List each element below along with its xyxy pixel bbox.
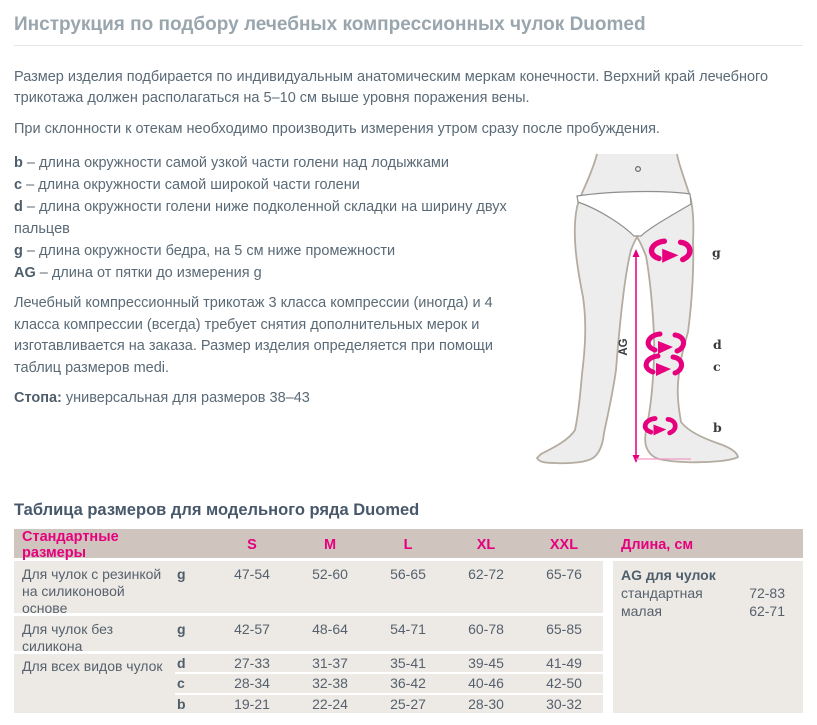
page-title: Инструкция по подбору лечебных компрессионных чулок Duomed (14, 14, 646, 35)
table-column-gap (603, 561, 613, 713)
header-size-m: M (323, 537, 337, 553)
row-letter: c (177, 675, 185, 692)
table-header-row (14, 529, 803, 561)
size-value-cell: 30-32 (546, 695, 582, 712)
measurement-text: – длина окружности самой широкой части голени (26, 177, 360, 193)
measurement-text: – длина окружности бедра, на 5 см ниже промежности (26, 243, 396, 259)
measurement-item-ag (14, 262, 519, 284)
row-letter: g (177, 621, 186, 637)
measurement-item-c (14, 174, 519, 196)
row-label: Для чулок с резинкой на силиконовой основе (22, 566, 162, 616)
size-value-cell: 39-45 (468, 655, 504, 672)
length-entry-value: 62-71 (749, 603, 785, 619)
size-value-cell: 19-21 (234, 695, 270, 712)
measurement-key: c (14, 177, 23, 193)
header-size-l: L (403, 537, 413, 553)
table-row (14, 561, 603, 616)
intro-paragraph-2: При склонности к отекам необходимо производить измерения утром сразу после пробуждения. (14, 121, 660, 137)
measurement-list (14, 152, 519, 284)
measurement-item-d (14, 196, 519, 240)
size-value-cell: 35-41 (390, 655, 426, 672)
measurements-section (14, 152, 803, 489)
size-value-cell: 27-33 (234, 655, 270, 672)
length-entry-name: стандартная (621, 585, 703, 601)
size-value-cell: 54-71 (390, 621, 426, 637)
size-value-cell: 60-78 (468, 621, 504, 637)
table-row (175, 654, 603, 672)
row-label: Для всех видов чулок (14, 654, 175, 713)
measurement-item-b (14, 152, 519, 174)
size-value-cell: 22-24 (312, 695, 348, 712)
leg-measurement-illustration (531, 152, 777, 484)
intro-paragraph-1: Размер изделия подбирается по индивидуальным анатомическим меркам конечности. Верхний край лечебного трикотажа должен располагаться на 5–10 см выше уровня поражения вены. (14, 69, 769, 106)
length-entry (621, 602, 785, 620)
measurement-key: b (14, 155, 23, 171)
foot-size-text: универсальная для размеров 38–43 (65, 390, 310, 406)
size-value-cell: 31-37 (312, 655, 348, 672)
title-divider (14, 45, 803, 46)
table-body (14, 561, 803, 713)
table-row (175, 695, 603, 713)
measurement-key: d (14, 199, 23, 215)
size-value-cell: 65-76 (546, 566, 582, 582)
length-entry-value: 72-83 (749, 585, 785, 601)
size-value-cell: 48-64 (312, 621, 348, 637)
measurement-key: g (14, 243, 23, 259)
header-size-xxl: XXL (549, 537, 579, 553)
row-letter: b (177, 695, 186, 712)
sub-rows (175, 654, 603, 713)
size-value-cell: 56-65 (390, 566, 426, 582)
size-table (14, 529, 803, 713)
header-size-xl: XL (476, 537, 496, 553)
size-value-cell: 65-85 (546, 621, 582, 637)
ag-dimension-line (633, 249, 640, 463)
header-size-s: S (247, 537, 257, 553)
size-value-cell: 47-54 (234, 566, 270, 582)
length-cell-title: AG для чулок (621, 567, 716, 583)
measurement-text: – длина окружности самой узкой части голени над лодыжками (26, 155, 449, 171)
measurement-text: – длина от пятки до измерения g (39, 265, 262, 281)
table-main-rows (14, 561, 603, 713)
row-label: Для чулок без силикона (22, 621, 113, 654)
size-value-cell: 28-34 (234, 675, 270, 692)
foot-size-label: Стопа: (14, 390, 62, 406)
length-entry (621, 584, 785, 602)
size-value-cell: 32-38 (312, 675, 348, 692)
size-value-cell: 36-42 (390, 675, 426, 692)
compression-note: Лечебный компрессионный трикотаж 3 класса компрессии (иногда) и 4 класса компрессии (всегда) требует снятия дополнительных мерок и изготавливается на заказа. Размер изделия определяется при помощи таблиц размеров medi. (14, 295, 493, 376)
length-entry-name: малая (621, 603, 662, 619)
ag-figure-label: AG (618, 338, 630, 356)
size-value-cell: 28-30 (468, 695, 504, 712)
length-column-cell (613, 561, 803, 713)
b-figure-label: b (713, 420, 722, 435)
size-value-cell: 42-50 (546, 675, 582, 692)
size-value-cell: 40-46 (468, 675, 504, 692)
table-row (14, 616, 603, 654)
c-figure-label: c (713, 359, 721, 374)
header-standard-sizes: Стандартные размеры (22, 529, 119, 561)
row-letter: d (177, 655, 186, 672)
header-length: Длина, см (621, 537, 694, 553)
measurement-key: AG (14, 265, 36, 281)
measurement-text: – длина окружности голени ниже подколенной складки на ширину двух пальцев (14, 199, 507, 237)
size-table-title: Таблица размеров для модельного ряда Duomed (14, 501, 420, 519)
size-value-cell: 42-57 (234, 621, 270, 637)
d-figure-label: d (713, 337, 722, 352)
measurements-text-column (14, 152, 519, 489)
row-letter: g (177, 566, 186, 582)
leg-measurement-figure (531, 152, 777, 489)
g-figure-label: g (712, 245, 721, 260)
foot-size-line (14, 388, 519, 409)
size-value-cell: 62-72 (468, 566, 504, 582)
measurement-item-g (14, 240, 519, 262)
size-value-cell: 52-60 (312, 566, 348, 582)
size-value-cell: 41-49 (546, 655, 582, 672)
size-value-cell: 25-27 (390, 695, 426, 712)
table-row (175, 674, 603, 692)
table-row-group (14, 654, 603, 713)
